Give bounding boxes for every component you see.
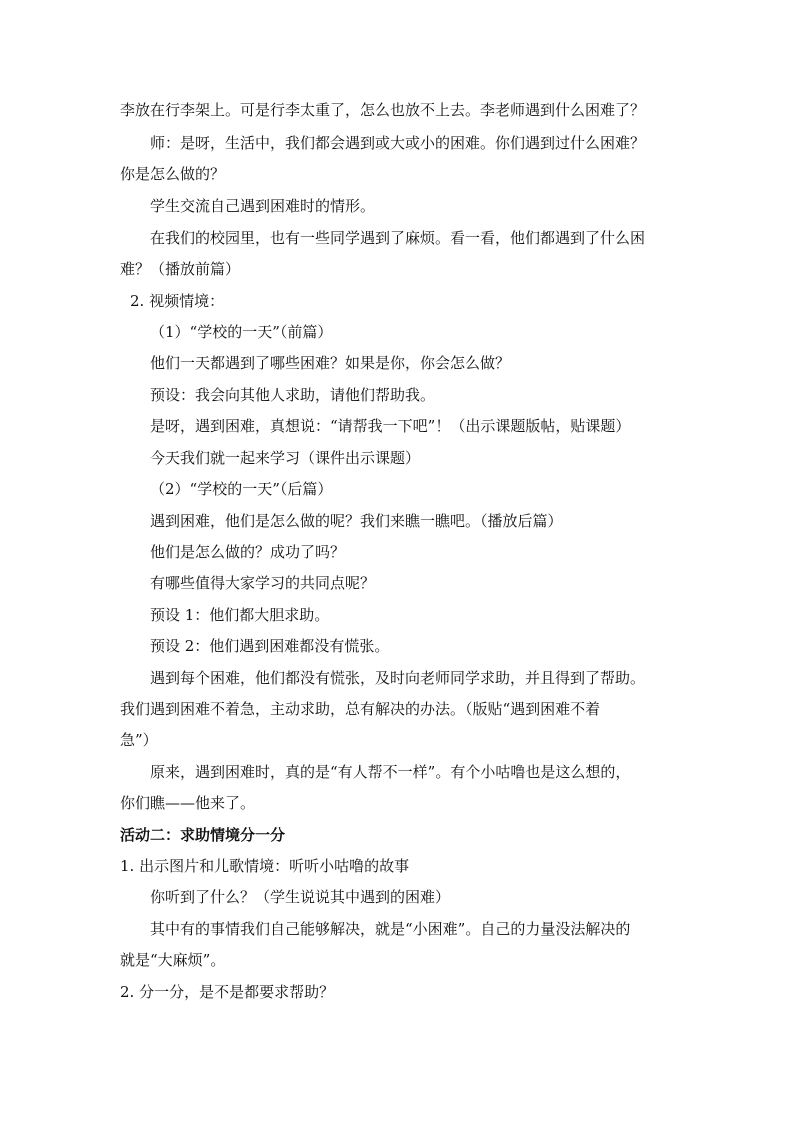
text-line-13: （2）“学校的一天”（后篇）: [150, 480, 333, 498]
text-line-28: 就是“大麻烦”。: [120, 951, 226, 969]
text-line-17: 预设 1：他们都大胆求助。: [150, 606, 330, 624]
text-line-5: 在我们的校园里，也有一些同学遇到了麻烦。看一看，他们都遇到了什么困: [150, 229, 646, 247]
text-line-25: 1. 出示图片和儿歌情境：听听小咕噜的故事: [120, 857, 410, 875]
text-line-15: 他们是怎么做的？成功了吗？: [150, 543, 346, 561]
text-line-16: 有哪些值得大家学习的共同点呢？: [150, 574, 376, 592]
text-line-14: 遇到困难，他们是怎么做的呢？我们来瞧一瞧吧。（播放后篇）: [150, 512, 563, 530]
text-line-10: 预设：我会向其他人求助，请他们帮助我。: [150, 386, 436, 404]
text-line-21: 急”）: [120, 731, 158, 749]
section-heading: 活动二：求助情境分一分: [120, 826, 286, 844]
text-line-9: 他们一天都遇到了哪些困难？如果是你，你会怎么做？: [150, 354, 511, 372]
text-line-19: 遇到每个困难，他们都没有慌张，及时向老师同学求助，并且得到了帮助。: [150, 669, 646, 687]
text-line-27: 其中有的事情我们自己能够解决，就是“小困难”。自己的力量没法解决的: [150, 920, 631, 938]
text-line-8: （1）“学校的一天”（前篇）: [150, 323, 333, 341]
text-line-12: 今天我们就一起来学习（课件出示课题）: [150, 449, 421, 467]
text-line-22: 原来，遇到困难时，真的是“有人帮不一样”。有个小咕噜也是这么想的，: [150, 763, 631, 781]
text-line-11: 是呀，遇到困难，真想说：“请帮我一下吧”！（出示课题版帖，贴课题）: [150, 417, 631, 435]
text-line-18: 预设 2：他们遇到困难都没有慌张。: [150, 637, 390, 655]
text-line-29: 2. 分一分，是不是都要求帮助？: [120, 983, 335, 1001]
text-line-1: 李放在行李架上。可是行李太重了，怎么也放不上去。李老师遇到什么困难了？: [120, 101, 646, 119]
text-line-2: 师：是呀，生活中，我们都会遇到或大或小的困难。你们遇到过什么困难？: [150, 134, 646, 152]
text-line-3: 你是怎么做的？: [120, 165, 226, 183]
text-line-26: 你听到了什么？（学生说说其中遇到的困难）: [150, 888, 451, 906]
text-line-20: 我们遇到困难不着急，主动求助，总有解决的办法。（版贴“遇到困难不着: [120, 700, 601, 718]
text-line-23: 你们瞧——他来了。: [120, 794, 256, 812]
text-line-6: 难？（播放前篇）: [120, 260, 241, 278]
text-line-4: 学生交流自己遇到困难时的情形。: [150, 197, 376, 215]
text-line-7: 2. 视频情境：: [130, 292, 225, 310]
